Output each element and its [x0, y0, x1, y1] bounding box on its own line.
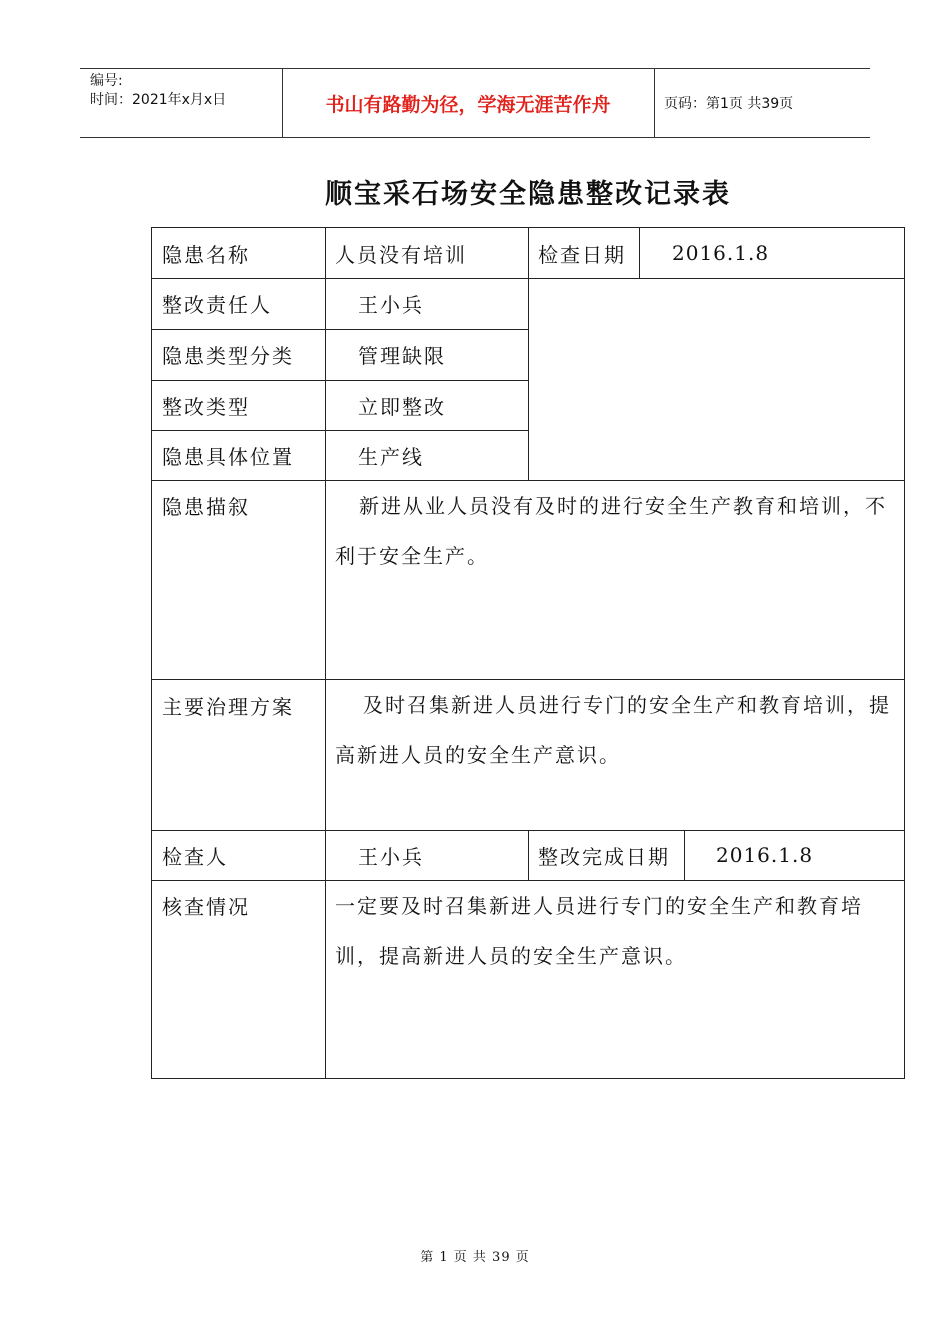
rectify-type-label: 整改类型	[162, 394, 250, 419]
verify-value: 一定要及时召集新进人员进行专门的安全生产和教育培训，提高新进人员的安全生产意识。	[335, 894, 863, 968]
rectify-type-value: 立即整改	[358, 394, 446, 419]
hazard-category-label: 隐患类型分类	[162, 344, 294, 368]
hazard-desc-label: 隐患描叙	[162, 494, 250, 519]
hazard-desc	[325, 480, 904, 679]
page-footer: 第 1 页 共 39 页	[420, 1250, 530, 1265]
hazard-location-value: 生产线	[358, 444, 424, 469]
inspector-label: 检查人	[162, 844, 228, 869]
hazard-name-label: 隐患名称	[162, 242, 250, 267]
finish-date-label: 整改完成日期	[538, 844, 670, 869]
hazard-name-value: 人员没有培训	[335, 242, 467, 267]
check-date-value: 2016.1.8	[672, 241, 770, 265]
plan	[325, 679, 904, 830]
finish-date-value: 2016.1.8	[716, 843, 814, 867]
rectify-owner-value: 王小兵	[358, 293, 424, 317]
rectification-form	[151, 227, 905, 1079]
verify-label: 核查情况	[162, 894, 250, 919]
document-time: 时间：2021年x月x日	[90, 92, 227, 108]
hazard-location-label: 隐患具体位置	[162, 444, 294, 469]
plan-value: 及时召集新进人员进行专门的安全生产和教育培训，提高新进人员的安全生产意识。	[335, 693, 891, 767]
hazard-category-value: 管理缺限	[358, 344, 446, 368]
document-title: 顺宝采石场安全隐患整改记录表	[325, 179, 731, 210]
hazard-desc-value: 新进从业人员没有及时的进行安全生产教育和培训，不利于安全生产。	[335, 494, 887, 568]
header-meta	[80, 69, 283, 137]
document-number-label: 编号:	[90, 73, 123, 89]
page-header	[80, 68, 870, 138]
plan-label: 主要治理方案	[162, 694, 294, 719]
header-page-info: 页码：第1页 共39页	[664, 96, 794, 112]
header-motto: 书山有路勤为径，学海无涯苦作舟	[282, 69, 655, 137]
rectify-owner-label: 整改责任人	[162, 293, 272, 317]
inspector-value: 王小兵	[358, 844, 424, 869]
check-date-label: 检查日期	[538, 242, 626, 267]
